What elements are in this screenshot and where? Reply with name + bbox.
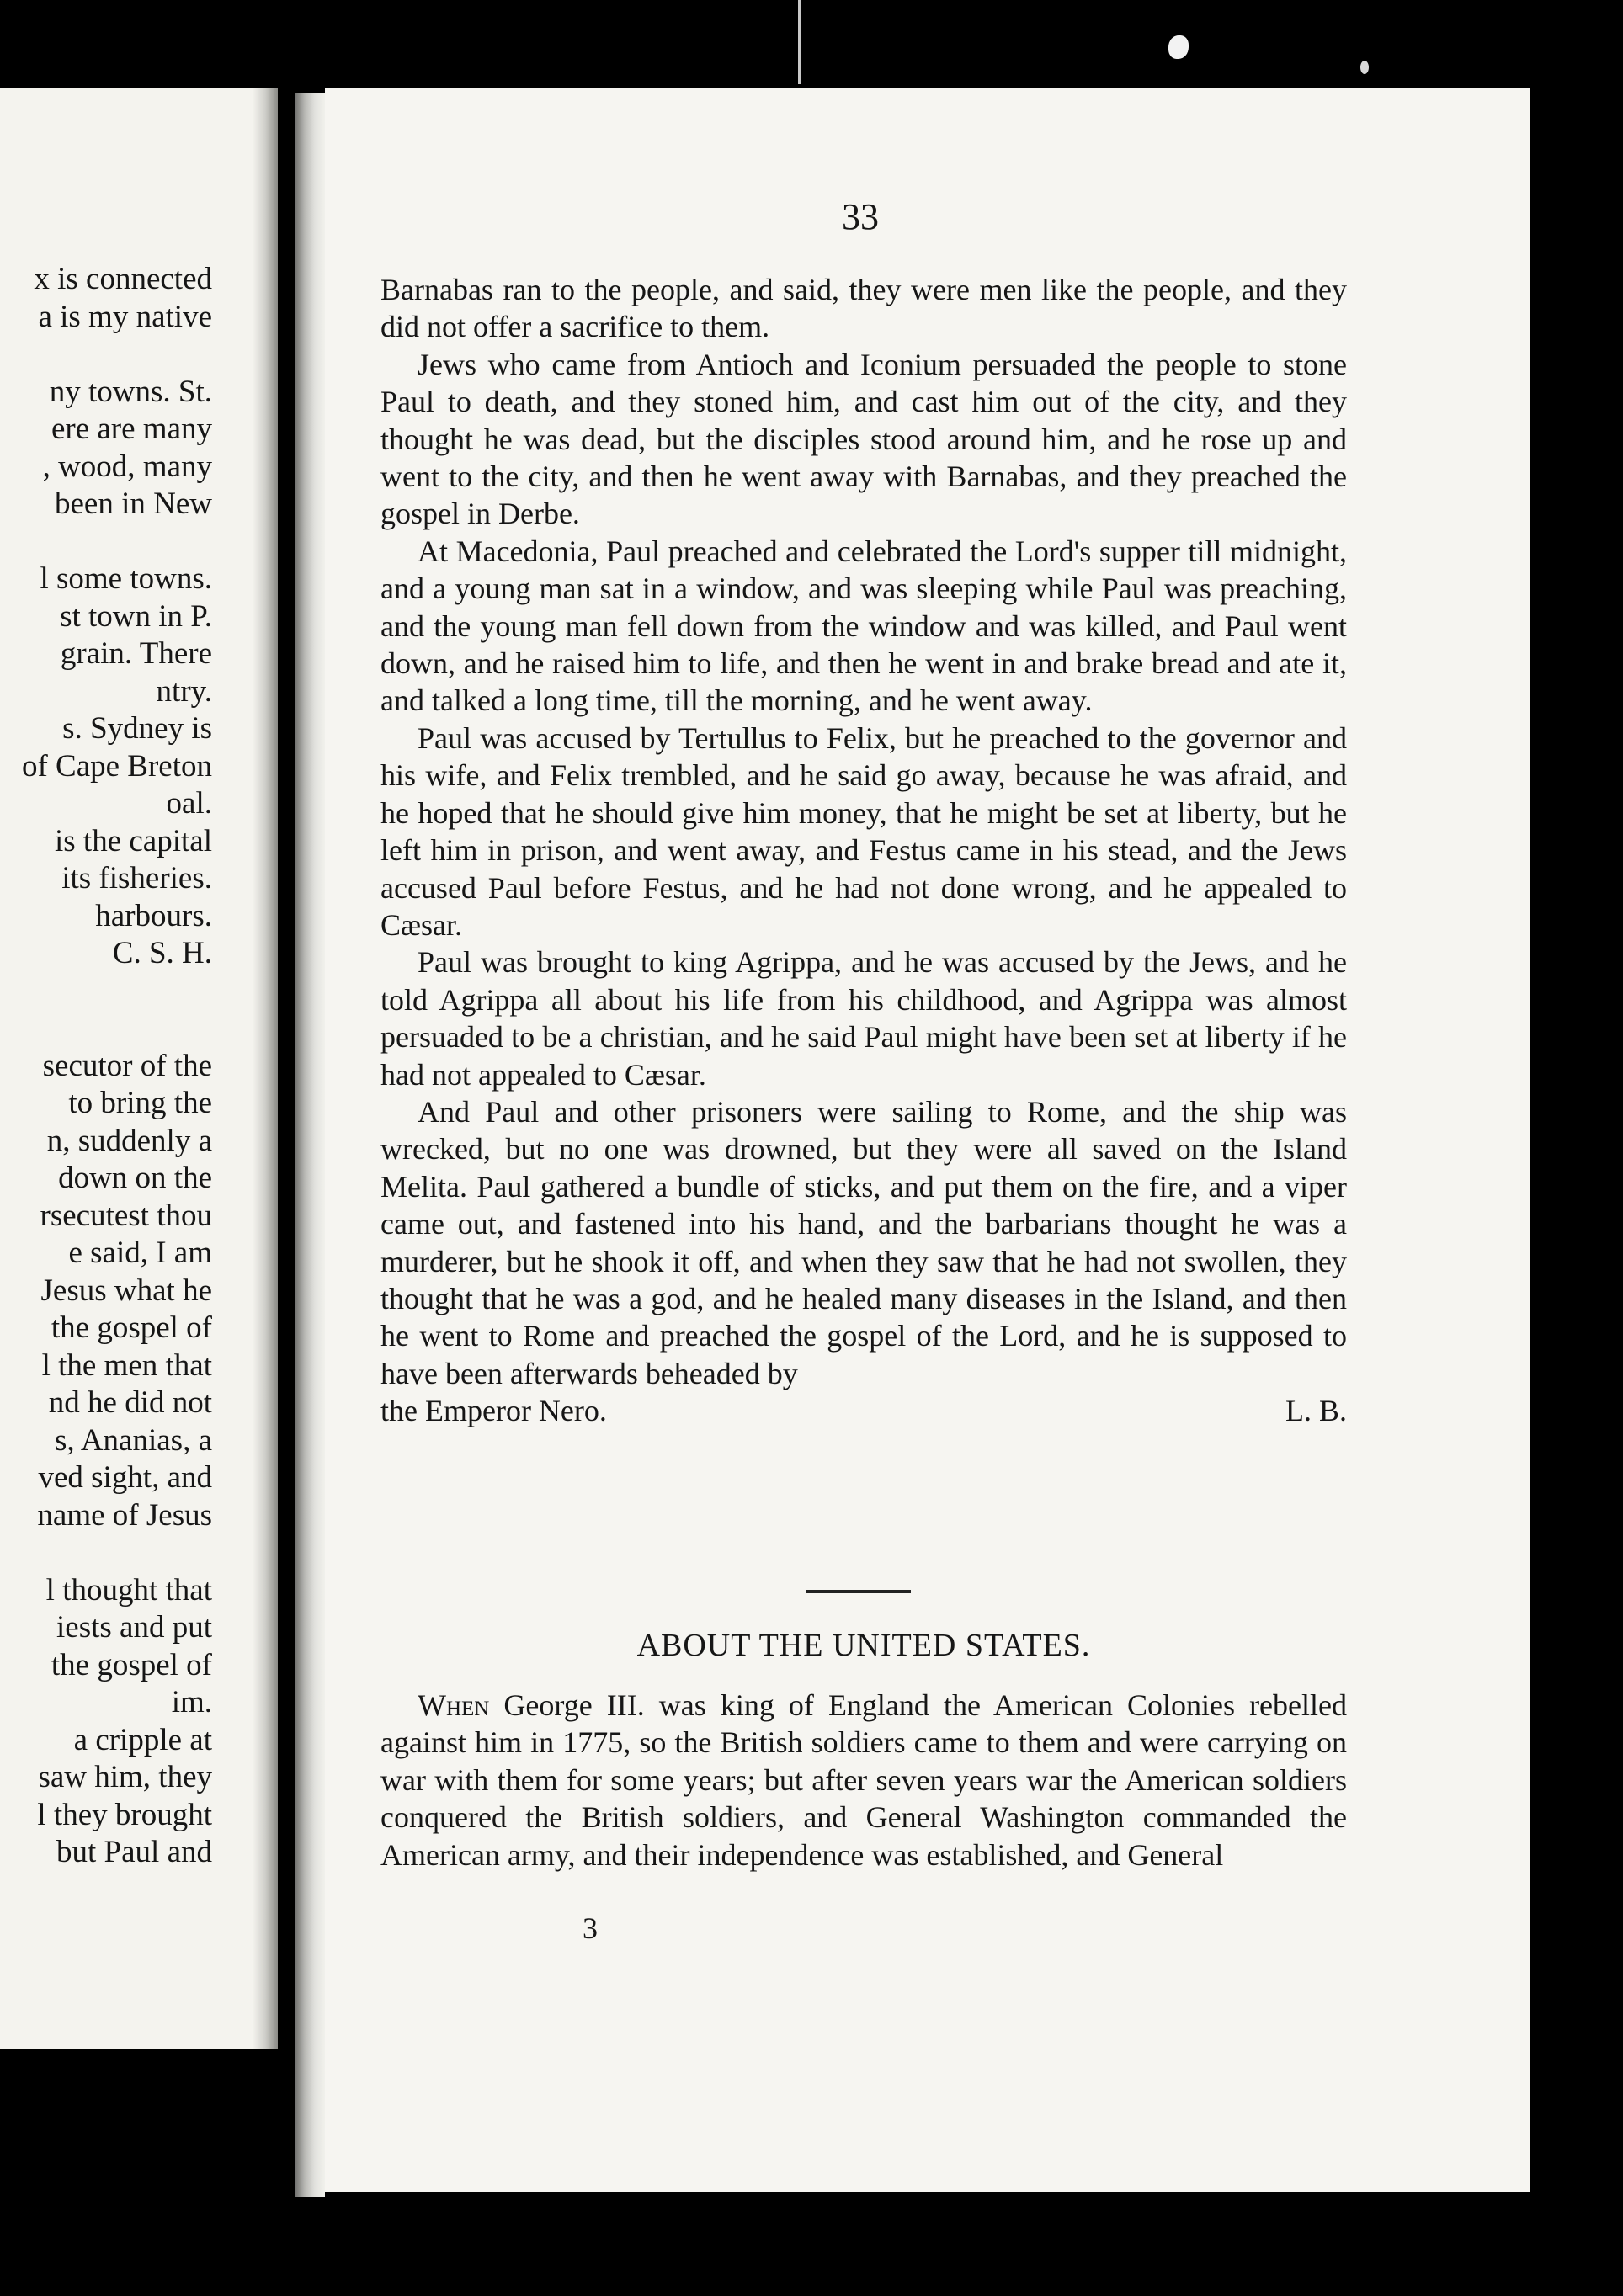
left-page-line: the gospel of [51, 1647, 212, 1682]
scan-speck [1360, 61, 1369, 74]
left-page-line: to bring the [68, 1086, 212, 1120]
lead-word: When [418, 1688, 490, 1722]
left-page-line: of Cape Breton [21, 748, 212, 784]
left-page-line: but Paul and [56, 1835, 212, 1869]
scan-artifact-line [798, 0, 801, 84]
paragraph: Barnabas ran to the people, and said, they were men like the people, and they did not offer a sacrifice to them. [380, 273, 1347, 344]
paragraph: Jews who came from Antioch and Iconium persuaded the people to stone Paul to death, and they stoned him, and cast him out of the city, and they thought he was dead, but the disciples stood around him, and he rose up and went to the city, and then he went away with Barnabas, and they preached the gospel in Derbe. [380, 347, 1347, 531]
section-heading: ABOUT THE UNITED STATES. [636, 1628, 1091, 1663]
left-page-line: s. Sydney is [62, 711, 212, 746]
left-page-line: been in New [55, 486, 212, 521]
left-page-line: st town in P. [60, 598, 212, 634]
left-page-line: n, suddenly a [46, 1123, 212, 1158]
closing-line: the Emperor Nero. [380, 1394, 607, 1428]
left-page-line: e said, I am [68, 1236, 212, 1270]
left-page-line: its fisheries. [61, 861, 212, 896]
left-page-line: Jesus what he [40, 1273, 212, 1308]
left-page-line: the gospel of [51, 1310, 212, 1345]
left-page-line: a cripple at [73, 1722, 212, 1757]
author-initials: L. B. [1285, 1394, 1347, 1428]
left-page-line: rsecutest thou [40, 1198, 212, 1233]
left-page-line: saw him, they [38, 1760, 212, 1794]
left-page-line: grain. There [60, 636, 212, 671]
left-page-line: x is connected [34, 262, 212, 296]
left-page-line [0, 973, 212, 1011]
article-body [380, 271, 1347, 1430]
left-page-line: iests and put [56, 1610, 212, 1645]
section-body [380, 1687, 1347, 1873]
scan-speck [1168, 35, 1189, 59]
left-page-gutter-shadow [253, 88, 278, 2049]
left-page-line: l they brought [37, 1797, 212, 1832]
left-page-line: secutor of the [42, 1048, 212, 1083]
left-page-line: l some towns. [40, 561, 212, 596]
left-page-line: C. S. H. [112, 936, 212, 970]
paragraph [380, 1687, 1347, 1873]
left-page-line: ved sight, and [38, 1460, 212, 1495]
book-spine [295, 93, 325, 2197]
left-page-line: ny towns. St. [49, 374, 212, 409]
paragraph: At Macedonia, Paul preached and celebrated the Lord's supper till midnight, and a young man sat in a window, and was sleeping while Paul was preaching, and the young man fell down from the window and was killed, and Paul went down, and he raised him to life, and then he went in and brake bread and ate it, and talked a long time, till the morning, and he went away. [380, 534, 1347, 718]
left-page-line: a is my native [38, 299, 212, 334]
left-page-line: oal. [166, 786, 212, 821]
paragraph: Paul was accused by Tertullus to Felix, but he preached to the governor and his wife, and Felix trembled, and he said go away, because he was afraid, and he hoped that he should give him money, that he might be set at liberty, but he left him in prison, and went away, and Festus came in his stead, and the Jews accused Paul before Festus, and he had not done wrong, and he appealed to Cæsar. [380, 720, 1347, 942]
left-page-line: , wood, many [42, 449, 212, 484]
left-facing-page [0, 88, 278, 2049]
section-divider [806, 1590, 911, 1593]
paragraph: And Paul and other prisoners were sailing to Rome, and the ship was wrecked, but no one was drowned, but they were all saved on the Island Melita. Paul gathered a bundle of sticks, and put them on the fire, and a viper came out, and fastened into his hand, and the barbarians thought he was a murderer, but he shook it off, and when they saw that he had not swollen, they thought that he was a god, and he healed many diseases in the Island, and then he went to Rome and preached the gospel of the Lord, and he is supposed to have been afterwards beheaded by [380, 1094, 1347, 1390]
left-page-line: is the capital [55, 823, 212, 858]
left-page-line [0, 336, 212, 374]
left-page-line: l the men that [41, 1347, 212, 1383]
page-number: 33 [842, 196, 879, 237]
paragraph: Paul was brought to king Agrippa, and he was accused by the Jews, and he told Agrippa all about his life from his childhood, and Agrippa was almost persuaded to be a christian, and he said Paul might have been set at liberty if he had not appealed to Cæsar. [380, 945, 1347, 1092]
article-closing [380, 1392, 1347, 1429]
left-page-line: nd he did not [48, 1385, 212, 1420]
left-page-line: ere are many [51, 412, 212, 446]
left-page-text [0, 261, 212, 1872]
section-paragraph-text: George III. was king of England the American Colonies rebelled against him in 1775, so the British soldiers came to them and were carrying on war with them for some years; but after seven years war the American soldiers conquered the British soldiers, and General Washington commanded the American army, and their independence was established, and General [380, 1688, 1347, 1872]
signature-mark: 3 [583, 1911, 598, 1945]
left-page-line: s, Ananias, a [54, 1422, 212, 1458]
left-page-line: ntry. [156, 673, 212, 709]
left-page-line: harbours. [95, 898, 212, 933]
left-page-line: im. [171, 1685, 212, 1719]
left-page-line [0, 1010, 212, 1048]
left-page-line [0, 524, 212, 561]
left-page-line: l thought that [45, 1572, 212, 1608]
left-page-line: down on the [58, 1161, 212, 1195]
left-page-line: name of Jesus [37, 1497, 212, 1533]
left-page-line [0, 1534, 212, 1572]
